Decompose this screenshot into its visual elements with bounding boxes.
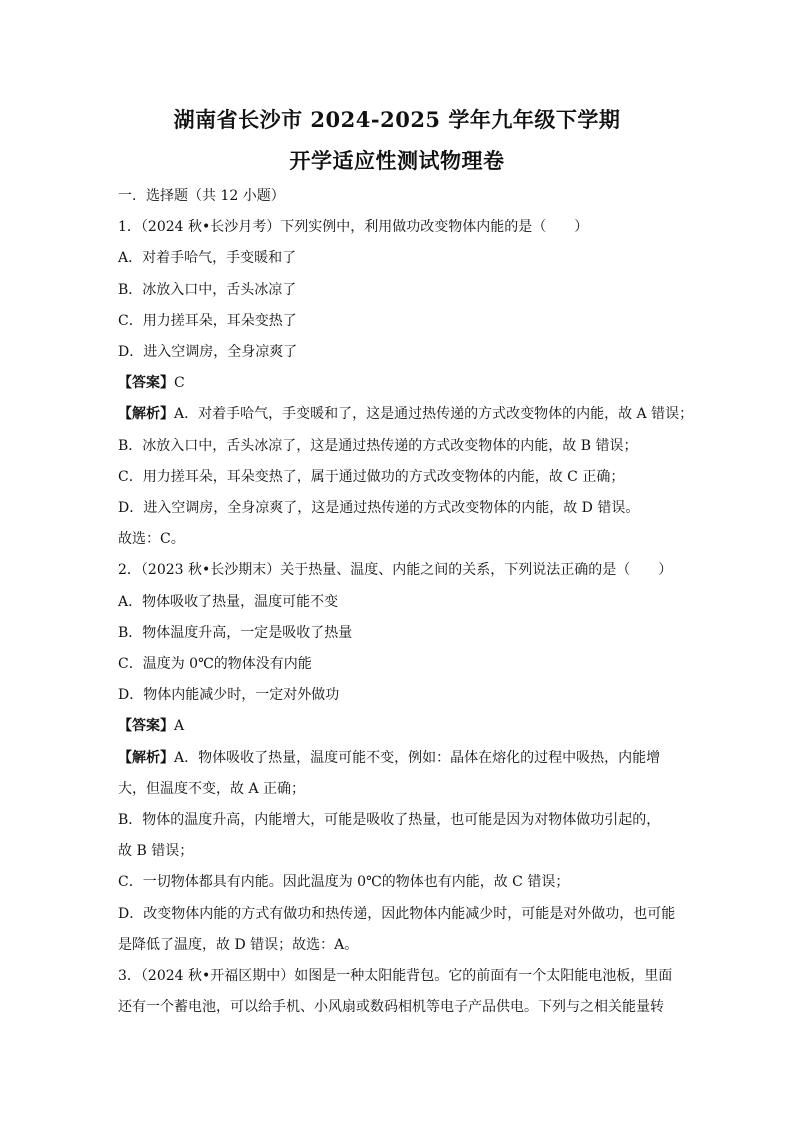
q1-analysis-line-4: D．进入空调房，全身凉爽了，这是通过热传递的方式改变物体的内能，故 D 错误。 [118, 500, 640, 516]
q1-option-a: A．对着手哈气，手变暖和了 [118, 250, 297, 266]
q1-analysis-text-1: A．对着手哈气，手变暖和了，这是通过热传递的方式改变物体的内能，故 A 错误； [174, 406, 694, 422]
q1-option-c: C．用力搓耳朵，耳朵变热了 [118, 313, 297, 329]
analysis-tag: 【解析】 [118, 406, 174, 422]
q2-analysis-line-1 [118, 749, 660, 767]
q2-analysis-line-3: B．物体的温度升高，内能增大，可能是吸收了热量，也可能是因为对物体做功引起的， [118, 812, 661, 828]
q1-stem: 1．（2024 秋•长沙月考）下列实例中，利用做功改变物体内能的是（ ） [118, 219, 589, 235]
section-heading: 一．选择题（共 12 小题） [118, 188, 285, 204]
q1-analysis-line-5: 故选：C。 [118, 531, 185, 547]
q2-analysis-line-4: 故 B 错误； [118, 843, 194, 859]
q3-stem-line-2: 还有一个蓄电池，可以给手机、小风扇或数码相机等电子产品供电。下列与之相关能量转 [118, 999, 664, 1015]
answer-tag: 【答案】 [118, 375, 174, 391]
q2-analysis-line-2: 大，但温度不变，故 A 正确； [118, 781, 306, 797]
answer-tag: 【答案】 [118, 718, 174, 734]
q2-analysis-text-1: A．物体吸收了热量，温度可能不变，例如：晶体在熔化的过程中吸热，内能增 [174, 750, 661, 766]
q2-option-b: B．物体温度升高，一定是吸收了热量 [118, 625, 353, 641]
q2-answer-value: A [174, 718, 185, 734]
q1-answer-value: C [174, 375, 185, 391]
q1-option-b: B．冰放入口中，舌头冰凉了 [118, 282, 297, 298]
q1-analysis-line-2: B．冰放入口中，舌头冰凉了，这是通过热传递的方式改变物体的内能，故 B 错误； [118, 438, 638, 454]
q1-option-d: D．进入空调房，全身凉爽了 [118, 344, 298, 360]
q2-option-d: D．物体内能减少时，一定对外做功 [118, 687, 340, 703]
q2-analysis-line-5: C．一切物体都具有内能。因此温度为 0℃的物体也有内能，故 C 错误； [118, 874, 570, 890]
q1-answer-line [118, 374, 185, 392]
q1-analysis-line-3: C．用力搓耳朵，耳朵变热了，属于通过做功的方式改变物体的内能，故 C 正确； [118, 469, 625, 485]
q3-stem-line-1: 3．（2024 秋•开福区期中）如图是一种太阳能背包。它的前面有一个太阳能电池板，里面 [118, 968, 673, 984]
analysis-tag: 【解析】 [118, 750, 174, 766]
q2-answer-line [118, 717, 184, 735]
q2-analysis-line-6: D．改变物体内能的方式有做功和热传递，因此物体内能减少时，可能是对外做功，也可能 [118, 906, 676, 922]
document-title-line1: 湖南省长沙市 2024-2025 学年九年级下学期 [173, 107, 621, 132]
q2-option-c: C．温度为 0℃的物体没有内能 [118, 656, 312, 672]
q2-stem: 2．（2023 秋•长沙期末）关于热量、温度、内能之间的关系，下列说法正确的是（ ） [118, 562, 673, 578]
document-title-line2: 开学适应性测试物理卷 [289, 148, 505, 173]
q1-analysis-line-1 [118, 405, 693, 423]
q2-option-a: A．物体吸收了热量，温度可能不变 [118, 594, 339, 610]
q2-analysis-line-7: 是降低了温度，故 D 错误；故选：A。 [118, 937, 359, 953]
